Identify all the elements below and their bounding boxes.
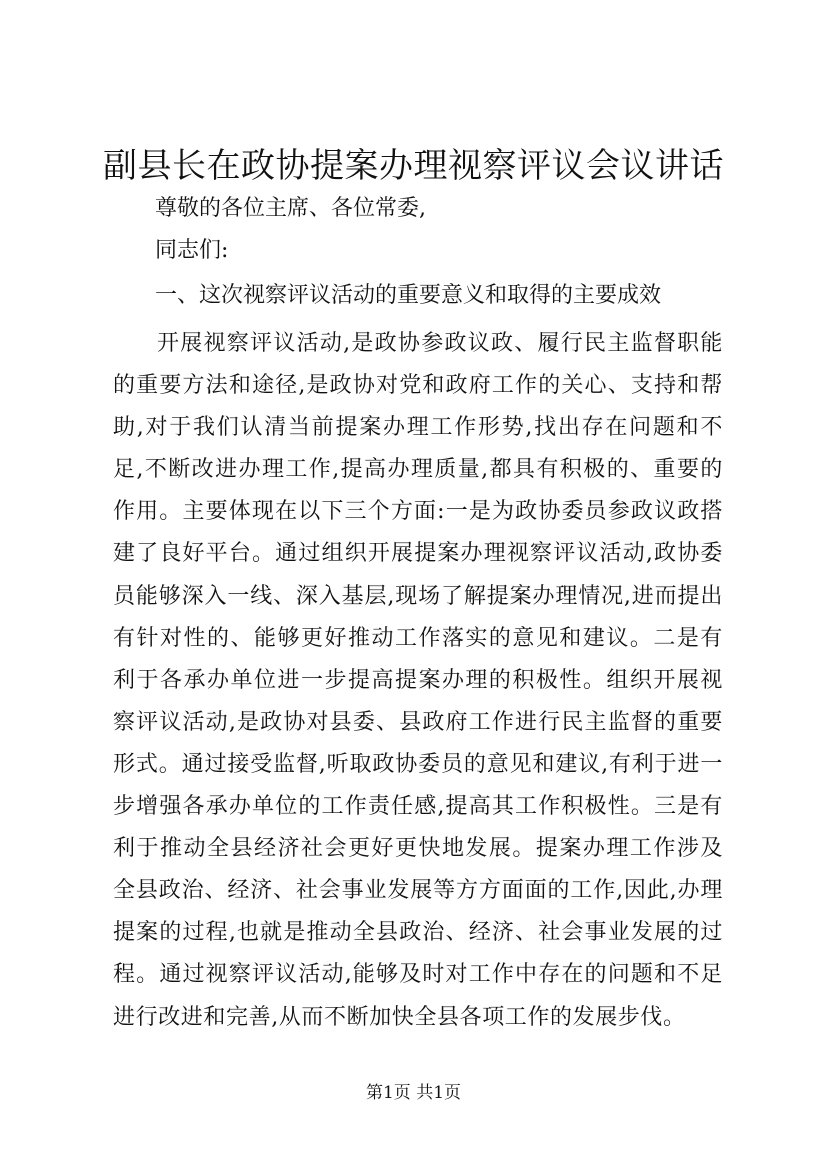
salutation: 尊敬的各位主席、各位常委, — [155, 196, 426, 221]
document-title: 副县长在政协提案办理视察评议会议讲话 — [103, 146, 724, 186]
page-footer: 第1页 共1页 — [365, 1083, 462, 1103]
greeting-comrades: 同志们: — [155, 238, 229, 263]
section-heading: 一、这次视察评议活动的重要意义和取得的主要成效 — [155, 283, 662, 308]
body-paragraph: 开展视察评议活动,是政协参政议政、履行民主监督职能的重要方法和途径,是政协对党和政府工作的关心、支持和帮助,对于我们认清当前提案办理工作形势,找出存在问题和不足,不断改进办理工作,提高办理质量,都具有积极的、重要的作用。主要体现在以下三个方面:一是为政协委员参政议政搭建了良好平台。通过组织开展提案办理视察评议活动,政协委员能够深入一线、深入基层,现场了解提案办理情况,进而提出有针对性的、能够更好推动工作落实的意见和建议。二是有利于各承办单位进一步提高提案办理的积极性。组织开展视察评议活动,是政协对县委、县政府工作进行民主监督的重要形式。通过接受监督,听取政协委员的意见和建议,有利于进一步增强各承办单位的工作责任感,提高其工作积极性。三是有利于推动全县经济社会更好更快地发展。提案办理工作涉及全县政治、经济、社会事业发展等方方面面的工作,因此,办理提案的过程,也就是推动全县政治、经济、社会事业发展的过程。通过视察评议活动,能够及时对工作中存在的问题和不足进行改进和完善,从而不断加快全县各项工作的发展步伐。 — [113, 331, 723, 1030]
